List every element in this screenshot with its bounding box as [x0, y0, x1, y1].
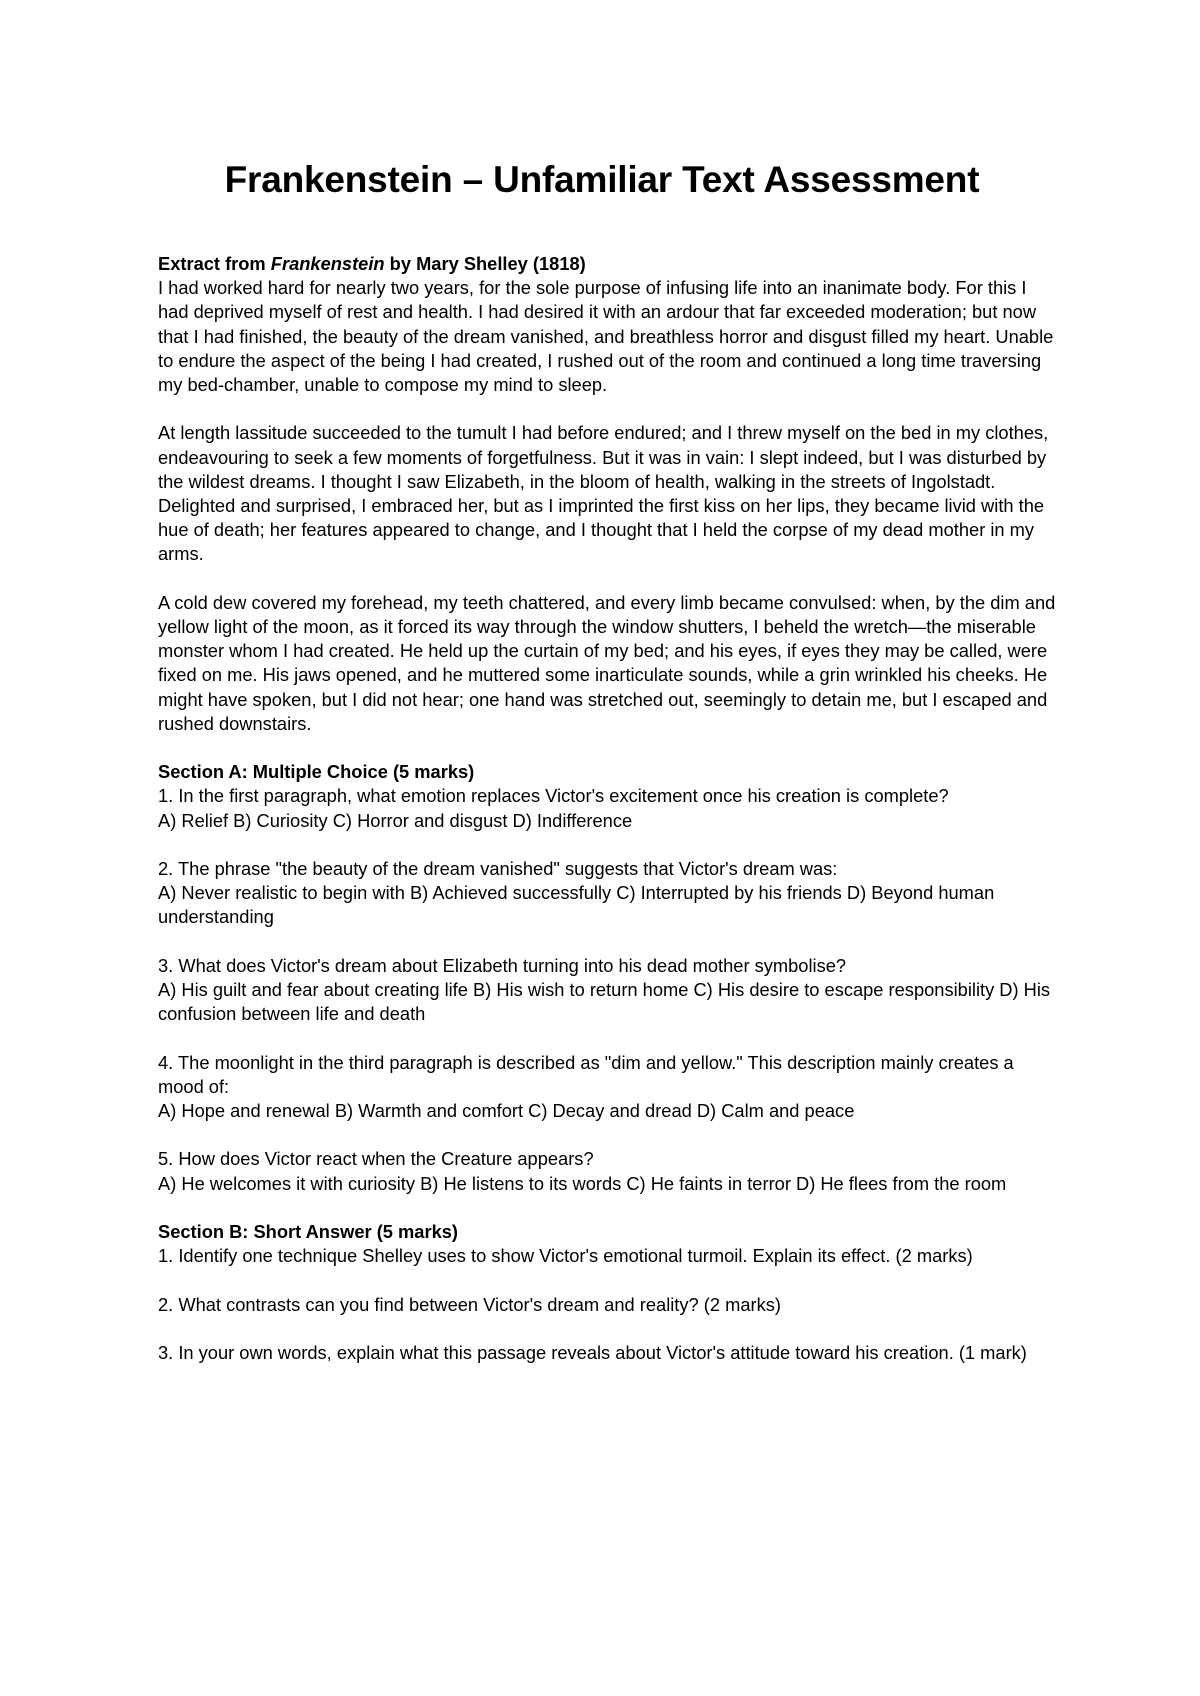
- extract-paragraph-3: A cold dew covered my forehead, my teeth chattered, and every limb became convulsed: when, by the dim and yellow light of the moon, as it forced its way through the window shutters, I beheld the wretch—the miserable monster whom I had created. He held up the curtain of my bed; and his eyes, if eyes they may be called, were fixed on me. His jaws opened, and he muttered some inarticulate sounds, while a grin wrinkled his cheeks. He might have spoken, but I did not hear; one hand was stretched out, seemingly to detain me, but I escaped and rushed downstairs.: [158, 591, 1056, 734]
- document-body: [158, 252, 1058, 1365]
- section-a-options-1: A) Relief B) Curiosity C) Horror and disgust D) Indifference: [158, 809, 633, 831]
- spacer: [158, 1026, 1058, 1050]
- section-a-question-4: 4. The moonlight in the third paragraph is described as "dim and yellow." This description mainly creates a mood of:: [158, 1051, 1014, 1097]
- section-a-heading: Section A: Multiple Choice (5 marks): [158, 761, 475, 783]
- spacer: [158, 930, 1058, 954]
- extract-paragraph-2: At length lassitude succeeded to the tumult I had before endured; and I threw myself on the bed in my clothes, endeavouring to seek a few moments of forgetfulness. But it was in vain: I slept indeed, but I was disturbed by the wildest dreams. I thought I saw Elizabeth, in the bloom of health, walking in the streets of Ingolstadt. Delighted and surprised, I embraced her, but as I imprinted the first kiss on her lips, they became livid with the hue of death; her features appeared to change, and I thought that I held the corpse of my dead mother in my arms.: [158, 422, 1049, 565]
- section-a-question-5: 5. How does Victor react when the Creature appears?: [158, 1148, 594, 1170]
- extract-heading: [158, 252, 1058, 276]
- spacer: [158, 567, 1058, 591]
- section-b-question-3: 3. In your own words, explain what this passage reveals about Victor's attitude toward his creation. (1 mark): [158, 1341, 1027, 1363]
- section-a-question-3: 3. What does Victor's dream about Elizabeth turning into his dead mother symbolise?: [158, 954, 847, 976]
- spacer: [158, 1268, 1058, 1292]
- extract-paragraph-1: I had worked hard for nearly two years, for the sole purpose of infusing life into an inanimate body. For this I had deprived myself of rest and health. I had desired it with an ardour that far exceeded moderation; but now that I had finished, the beauty of the dream vanished, and breathless horror and disgust filled my heart. Unable to endure the aspect of the being I had created, I rushed out of the room and continued a long time traversing my bed-chamber, unable to compose my mind to sleep.: [158, 277, 1054, 396]
- section-b-heading: Section B: Short Answer (5 marks): [158, 1221, 459, 1242]
- spacer: [158, 1196, 1058, 1220]
- spacer: [158, 1123, 1058, 1147]
- section-a-question-2: 2. The phrase "the beauty of the dream vanished" suggests that Victor's dream was:: [158, 858, 838, 880]
- extract-heading-prefix: Extract from: [158, 253, 271, 274]
- section-a-question-1: 1. In the first paragraph, what emotion replaces Victor's excitement once his creation is complete?: [158, 785, 949, 807]
- extract-heading-suffix: by Mary Shelley (1818): [384, 253, 586, 274]
- spacer: [158, 1317, 1058, 1341]
- section-a-options-4: A) Hope and renewal B) Warmth and comfort C) Decay and dread D) Calm and peace: [158, 1100, 855, 1122]
- extract-book-title: Frankenstein: [270, 253, 385, 274]
- section-a-options-2: A) Never realistic to begin with B) Achieved successfully C) Interrupted by his friends D) Beyond human understanding: [158, 882, 995, 928]
- spacer: [158, 833, 1058, 857]
- section-a-options-5: A) He welcomes it with curiosity B) He listens to its words C) He faints in terror D) He flees from the room: [158, 1172, 1007, 1194]
- spacer: [158, 397, 1058, 421]
- spacer: [158, 736, 1058, 760]
- section-a-options-3: A) His guilt and fear about creating life B) His wish to return home C) His desire to escape responsibility D) His confusion between life and death: [158, 979, 1051, 1025]
- document-title: Frankenstein – Unfamiliar Text Assessment: [224, 159, 980, 200]
- section-b-question-1: 1. Identify one technique Shelley uses to show Victor's emotional turmoil. Explain its effect. (2 marks): [158, 1245, 973, 1267]
- section-b-question-2: 2. What contrasts can you find between Victor's dream and reality? (2 marks): [158, 1293, 781, 1315]
